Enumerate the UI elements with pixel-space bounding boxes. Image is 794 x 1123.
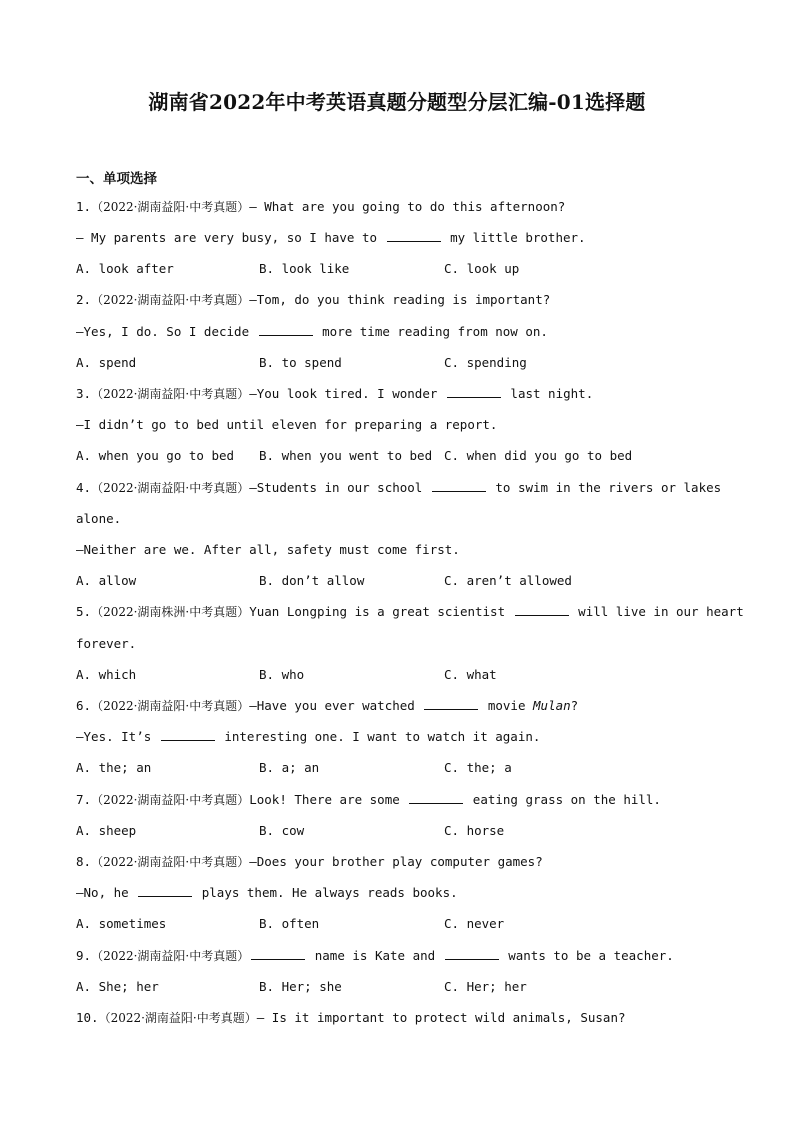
question-2-options bbox=[76, 355, 726, 371]
question-3-stem: 3.（2022·湖南益阳·中考真题）—You look tired. I wonder last night. bbox=[76, 386, 594, 401]
question-1-options bbox=[76, 261, 726, 277]
question-2-reply: —Yes, I do. So I decide more time reading from now on. bbox=[76, 324, 548, 339]
option-a: A. spend bbox=[76, 355, 137, 370]
option-b: B. Her; she bbox=[259, 979, 342, 994]
question-5-stem-cont: forever. bbox=[76, 636, 137, 651]
question-8-stem: 8.（2022·湖南益阳·中考真题）—Does your brother play computer games? bbox=[76, 854, 543, 869]
option-c: C. aren’t allowed bbox=[444, 573, 572, 588]
question-6-reply: —Yes. It’s interesting one. I want to watch it again. bbox=[76, 729, 541, 744]
question-4-options bbox=[76, 573, 726, 589]
question-6-options bbox=[76, 760, 726, 776]
option-b: B. don’t allow bbox=[259, 573, 365, 588]
question-4-reply: —Neither are we. After all, safety must come first. bbox=[76, 542, 460, 557]
answer-blank bbox=[161, 729, 215, 741]
option-c: C. never bbox=[444, 916, 505, 931]
question-3-reply: —I didn’t go to bed until eleven for preparing a report. bbox=[76, 417, 498, 432]
answer-blank bbox=[424, 698, 478, 710]
answer-blank bbox=[432, 480, 486, 492]
option-a: A. allow bbox=[76, 573, 137, 588]
option-c: C. spending bbox=[444, 355, 527, 370]
answer-blank bbox=[447, 386, 501, 398]
question-8-reply: —No, he plays them. He always reads books. bbox=[76, 885, 458, 900]
question-2-stem: 2.（2022·湖南益阳·中考真题）—Tom, do you think reading is important? bbox=[76, 292, 551, 307]
question-1-stem: 1.（2022·湖南益阳·中考真题）— What are you going to do this afternoon? bbox=[76, 199, 566, 214]
page-title: 湖南省2022年中考英语真题分题型分层汇编-01选择题 bbox=[148, 90, 646, 114]
option-b: B. a; an bbox=[259, 760, 320, 775]
option-a: A. sheep bbox=[76, 823, 137, 838]
answer-blank bbox=[515, 604, 569, 616]
option-a: A. the; an bbox=[76, 760, 152, 775]
section-heading: 一、单项选择 bbox=[76, 171, 157, 187]
option-a: A. when you go to bed bbox=[76, 448, 235, 463]
question-7-stem: 7.（2022·湖南益阳·中考真题）Look! There are some eating grass on the hill. bbox=[76, 792, 661, 807]
question-3-options bbox=[76, 448, 726, 464]
question-8-options bbox=[76, 916, 726, 932]
option-b: B. cow bbox=[259, 823, 305, 838]
option-b: B. to spend bbox=[259, 355, 342, 370]
option-c: C. when did you go to bed bbox=[444, 448, 633, 463]
answer-blank bbox=[409, 792, 463, 804]
option-a: A. which bbox=[76, 667, 137, 682]
option-c: C. horse bbox=[444, 823, 505, 838]
option-a: A. She; her bbox=[76, 979, 159, 994]
question-9-stem: 9.（2022·湖南益阳·中考真题） name is Kate and wants to be a teacher. bbox=[76, 948, 674, 963]
question-5-stem: 5.（2022·湖南株洲·中考真题）Yuan Longping is a great scientist will live in our heart bbox=[76, 604, 744, 619]
option-c: C. Her; her bbox=[444, 979, 527, 994]
option-b: B. often bbox=[259, 916, 320, 931]
answer-blank bbox=[445, 948, 499, 960]
answer-blank bbox=[259, 324, 313, 336]
answer-blank bbox=[138, 885, 192, 897]
option-a: A. look after bbox=[76, 261, 174, 276]
answer-blank bbox=[387, 230, 441, 242]
option-b: B. look like bbox=[259, 261, 350, 276]
option-c: C. look up bbox=[444, 261, 520, 276]
option-c: C. the; a bbox=[444, 760, 512, 775]
question-4-stem-cont: alone. bbox=[76, 511, 122, 526]
option-c: C. what bbox=[444, 667, 497, 682]
question-9-options bbox=[76, 979, 726, 995]
option-b: B. who bbox=[259, 667, 305, 682]
question-1-reply: — My parents are very busy, so I have to my little brother. bbox=[76, 230, 586, 245]
question-10-stem: 10.（2022·湖南益阳·中考真题）— Is it important to protect wild animals, Susan? bbox=[76, 1010, 626, 1025]
question-7-options bbox=[76, 823, 726, 839]
question-6-stem: 6.（2022·湖南益阳·中考真题）—Have you ever watched movie Mulan? bbox=[76, 698, 579, 713]
question-5-options bbox=[76, 667, 726, 683]
option-a: A. sometimes bbox=[76, 916, 167, 931]
question-4-stem: 4.（2022·湖南益阳·中考真题）—Students in our school to swim in the rivers or lakes bbox=[76, 480, 722, 495]
movie-title: Mulan bbox=[533, 698, 571, 713]
option-b: B. when you went to bed bbox=[259, 448, 433, 463]
answer-blank bbox=[251, 948, 305, 960]
